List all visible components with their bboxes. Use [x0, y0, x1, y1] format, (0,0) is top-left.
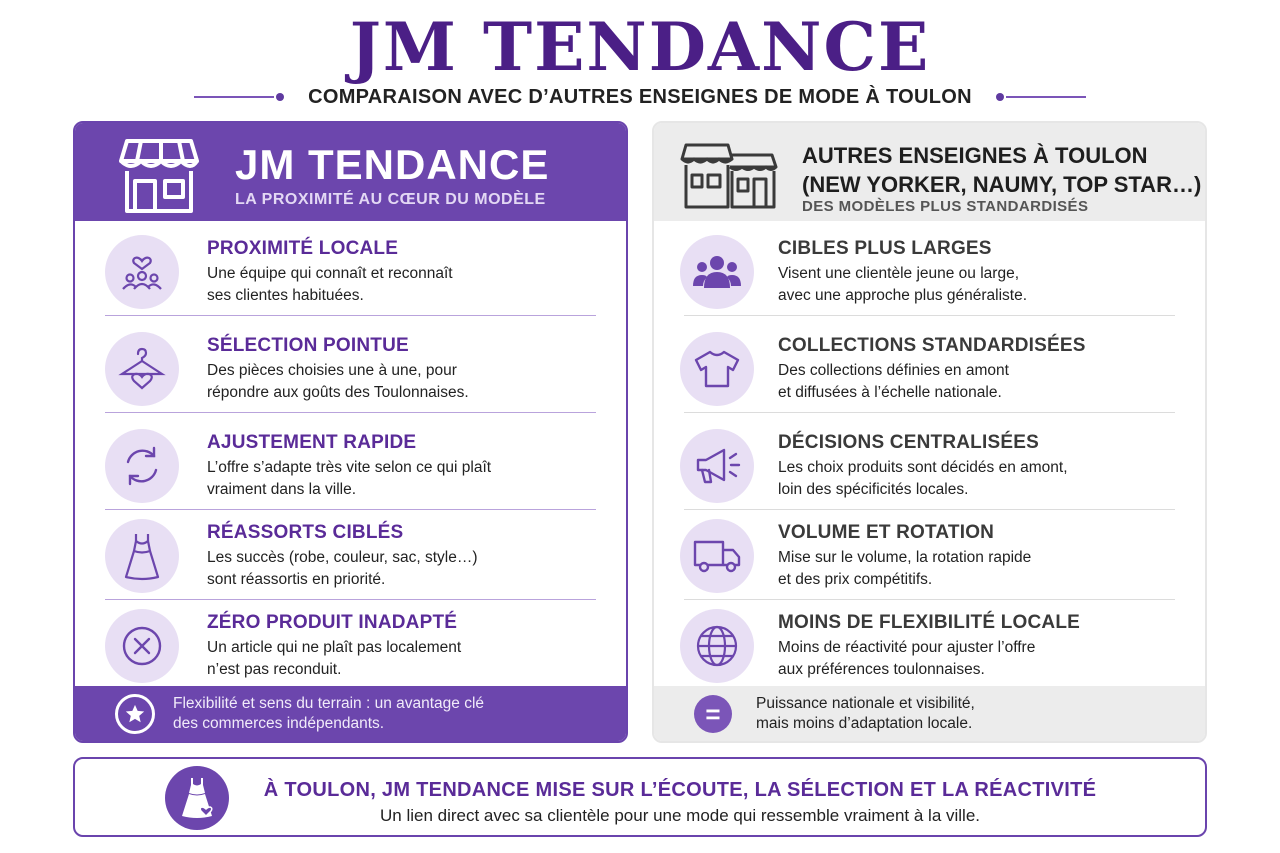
- footer-text-line: Puissance nationale et visibilité,: [756, 695, 975, 712]
- footer-text-line: Flexibilité et sens du terrain : un avantage clé: [173, 695, 485, 712]
- item-text: [778, 457, 1178, 501]
- item-text-line: répondre aux goûts des Toulonnaises.: [207, 384, 469, 401]
- truck-icon: [680, 519, 754, 593]
- jm-footer-text: [173, 694, 593, 734]
- jm-panel-footer: [75, 686, 626, 741]
- jm-panel-header: [75, 123, 626, 221]
- item-text-line: avec une approche plus généraliste.: [778, 287, 1028, 304]
- item-text-line: Les succès (robe, couleur, sac, style…): [207, 549, 478, 566]
- footer-text-line: des commerces indépendants.: [173, 715, 385, 732]
- other-panel-footer: [654, 686, 1205, 741]
- item-text-line: ses clientes habituées.: [207, 287, 364, 304]
- group-icon: [680, 235, 754, 309]
- item-text-line: vraiment dans la ville.: [207, 481, 357, 498]
- divider: [105, 412, 596, 413]
- list-item: [654, 318, 1205, 413]
- list-item: [654, 595, 1205, 690]
- item-title: PROXIMITÉ LOCALE: [207, 238, 399, 259]
- equals-icon: [694, 695, 732, 733]
- shops-icon: [680, 141, 780, 216]
- banner-text: Un lien direct avec sa clientèle pour une mode qui ressemble vraiment à la ville.: [379, 806, 981, 825]
- divider: [684, 315, 1175, 316]
- item-text: [207, 637, 607, 681]
- item-text-line: Mise sur le volume, la rotation rapide: [778, 549, 1032, 566]
- list-item: [75, 318, 626, 413]
- close-circle-icon: [105, 609, 179, 683]
- item-text-line: Un article qui ne plaît pas localement: [207, 639, 462, 656]
- item-title: ZÉRO PRODUIT INADAPTÉ: [207, 612, 458, 633]
- globe-icon: [680, 609, 754, 683]
- other-panel-title: [802, 141, 1202, 199]
- divider: [684, 412, 1175, 413]
- page-title: JM TENDANCE: [349, 8, 931, 86]
- tshirt-icon: [680, 332, 754, 406]
- list-item: [654, 415, 1205, 510]
- megaphone-icon: [680, 429, 754, 503]
- jm-tendance-panel: [73, 121, 628, 743]
- item-text: [207, 263, 607, 307]
- item-text: [778, 263, 1178, 307]
- item-title: CIBLES PLUS LARGES: [778, 238, 992, 259]
- item-title: MOINS DE FLEXIBILITÉ LOCALE: [778, 612, 1081, 633]
- item-text-line: sont réassortis en priorité.: [207, 571, 386, 588]
- subtitle-ornament-left: [194, 96, 274, 98]
- item-text: [207, 547, 607, 591]
- item-text-line: Les choix produits sont décidés en amont,: [778, 459, 1068, 476]
- item-title: VOLUME ET ROTATION: [778, 522, 995, 543]
- item-text-line: et des prix compétitifs.: [778, 571, 933, 588]
- item-text-line: et diffusées à l’échelle nationale.: [778, 384, 1002, 401]
- summary-banner: [73, 757, 1207, 837]
- jm-panel-subtitle: LA PROXIMITÉ AU CŒUR DU MODÈLE: [235, 191, 546, 208]
- star-icon: [115, 694, 155, 734]
- footer-text-line: mais moins d’adaptation locale.: [756, 715, 973, 732]
- other-panel-subtitle: DES MODÈLES PLUS STANDARDISÉS: [802, 198, 1089, 215]
- divider: [105, 315, 596, 316]
- item-title: DÉCISIONS CENTRALISÉES: [778, 432, 1039, 453]
- other-stores-panel: [652, 121, 1207, 743]
- jm-panel-title: JM TENDANCE: [235, 141, 550, 188]
- list-item: [75, 221, 626, 316]
- item-text: [207, 360, 607, 404]
- other-panel-title-line: (NEW YORKER, NAUMY, TOP STAR…): [802, 172, 1202, 197]
- item-text-line: L’offre s’adapte très vite selon ce qui plaît: [207, 459, 492, 476]
- subtitle-row: [0, 84, 1280, 110]
- other-footer-text: [756, 694, 1176, 734]
- list-item: [654, 221, 1205, 316]
- item-text-line: Des collections définies en amont: [778, 362, 1009, 379]
- list-item: [654, 505, 1205, 600]
- item-text-line: loin des spécificités locales.: [778, 481, 969, 498]
- list-item: [75, 505, 626, 600]
- item-text-line: Des pièces choisies une à une, pour: [207, 362, 457, 379]
- page-subtitle: COMPARAISON AVEC D’AUTRES ENSEIGNES DE MODE À TOULON: [308, 85, 972, 108]
- storefront-icon: [117, 137, 201, 220]
- banner-title: À TOULON, JM TENDANCE MISE SUR L’ÉCOUTE, LA SÉLECTION ET LA RÉACTIVITÉ: [263, 779, 1097, 801]
- list-item: [75, 415, 626, 510]
- item-text: [207, 457, 607, 501]
- item-title: AJUSTEMENT RAPIDE: [207, 432, 417, 453]
- other-panel-header: [654, 123, 1205, 221]
- community-heart-icon: [105, 235, 179, 309]
- item-text: [778, 360, 1178, 404]
- item-text: [778, 637, 1178, 681]
- refresh-icon: [105, 429, 179, 503]
- item-text-line: Moins de réactivité pour ajuster l’offre: [778, 639, 1036, 656]
- item-title: RÉASSORTS CIBLÉS: [207, 522, 404, 543]
- item-text-line: aux préférences toulonnaises.: [778, 661, 985, 678]
- list-item: [75, 595, 626, 690]
- item-text-line: n’est pas reconduit.: [207, 661, 342, 678]
- item-title: SÉLECTION POINTUE: [207, 335, 409, 356]
- item-text-line: Une équipe qui connaît et reconnaît: [207, 265, 453, 282]
- item-text-line: Visent une clientèle jeune ou large,: [778, 265, 1019, 282]
- other-panel-title-line: AUTRES ENSEIGNES À TOULON: [802, 143, 1148, 168]
- item-text: [778, 547, 1178, 591]
- item-title: COLLECTIONS STANDARDISÉES: [778, 335, 1086, 356]
- hanger-heart-icon: [105, 332, 179, 406]
- dress-icon: [105, 519, 179, 593]
- subtitle-ornament-right: [1006, 96, 1086, 98]
- equals-symbol: =: [705, 699, 721, 729]
